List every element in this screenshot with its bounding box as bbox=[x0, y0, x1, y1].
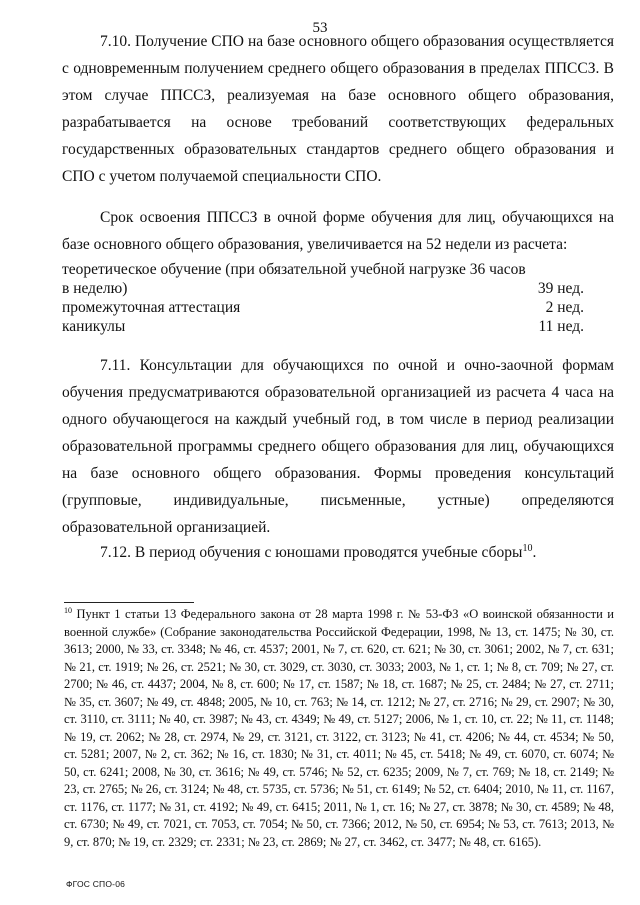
duration-row-label: каникулы bbox=[62, 318, 126, 335]
paragraph-7-10 bbox=[62, 28, 614, 190]
page-number: 53 bbox=[312, 20, 328, 36]
duration-row-label: промежуточная аттестация bbox=[62, 299, 241, 316]
duration-row-value: 39 нед. bbox=[537, 280, 584, 297]
footnote-reference[interactable]: 10 bbox=[522, 542, 533, 554]
paragraph-7-12-end: . bbox=[532, 544, 537, 561]
footnote-text: Пункт 1 статьи 13 Федерального закона от 28 марта 1998 г. № 53-ФЗ «О воинской обязанности и военной службе» (Собрание законодательства Российской Федерации, 1998, № 13, ст. 1475; № 30, ст. 3613; 2000, № 33, ст. 3348; № 46, ст. 4537; 2001, № 7, ст. 620, ст. 621; № 30, ст. 3061; 2002, № 7, ст. 631; № 21, ст. 1919; № 26, ст. 2521; № 30, ст. 3029, ст. 3030, ст. 3033; 2003, № 1, ст. 1; № 8, ст. 709; № 27, ст. 2700; № 46, ст. 4437; 2004, № 8, ст. 600; № 17, ст. 1587; № 18, ст. 1687; № 25, ст. 2484; № 27, ст. 2711; № 35, ст. 3607; № 49, ст. 4848; 2005, № 10, ст. 763; № 14, ст. 1212; № 27, ст. 2716; № 29, ст. 2907; № 30, ст. 3110, ст. 3111; № 40, ст. 3987; № 43, ст. 4349; № 49, ст. 5127; 2006, № 1, ст. 10, ст. 22; № 11, ст. 1148; № 19, ст. 2062; № 28, ст. 2974, № 29, ст. 3121, ст. 3122, ст. 3123; № 41, ст. 4206; № 44, ст. 4534; № 50, ст. 5281; 2007, № 2, ст. 362; № 16, ст. 1830; № 31, ст. 4011; № 45, ст. 5418; № 49, ст. 6070, ст. 6074; № 50, ст. 6241; 2008, № 30, ст. 3616; № 49, ст. 5746; № 52, ст. 6235; 2009, № 7, ст. 769; № 18, ст. 2149; № 23, ст. 2765; № 26, ст. 3124; № 48, ст. 5735, ст. 5736; № 51, ст. 6149; № 52, ст. 6404; 2010, № 11, ст. 1167, ст. 1176, ст. 1177; № 31, ст. 4192; № 49, ст. 6415; 2011, № 1, ст. 16; № 27, ст. 3878; № 30, ст. 4589; № 48, ст. 6730; № 49, ст. 7021, ст. 7053, ст. 7054; № 50, ст. 7366; 2012, № 50, ст. 6954; № 53, ст. 7613; 2013, № 9, ст. 870; № 19, ст. 2329; ст. 2331; № 23, ст. 2869; № 27, ст. 3462, ст. 3477; № 48, ст. 6165). bbox=[64, 607, 614, 849]
duration-row-value: 2 нед. bbox=[545, 299, 584, 316]
duration-row-value: 11 нед. bbox=[538, 318, 584, 335]
duration-paragraph-text: Срок освоения ППССЗ в очной форме обучения для лиц, обучающихся на базе основного общего образования, увеличивается на 52 недели из расчета: bbox=[62, 209, 614, 253]
duration-paragraph bbox=[62, 204, 614, 258]
paragraph-7-10-text: 7.10. Получение СПО на базе основного общего образования осуществляется с одновременным получением среднего общего образования в пределах ППССЗ. В этом случае ППССЗ, реализуемая на базе основного общего образования, разрабатывается на основе требований соответствующих федеральных государственных образовательных стандартов среднего общего образования и СПО с учетом получаемой специальности СПО. bbox=[62, 33, 614, 185]
document-code: ФГОС СПО-06 bbox=[66, 879, 126, 889]
duration-row bbox=[62, 260, 584, 298]
duration-row-label: теоретическое обучение (при обязательной учебной нагрузке 36 часов в неделю) bbox=[62, 261, 526, 297]
duration-row bbox=[62, 298, 584, 317]
footnote bbox=[64, 606, 614, 851]
duration-breakdown bbox=[62, 260, 584, 336]
footnote-separator bbox=[64, 602, 194, 603]
footnote-marker: 10 bbox=[64, 605, 72, 615]
paragraph-7-12 bbox=[62, 539, 614, 566]
paragraph-7-12-text: 7.12. В период обучения с юношами проводятся учебные сборы bbox=[100, 544, 523, 561]
paragraph-7-11-text: 7.11. Консультации для обучающихся по очной и очно-заочной формам обучения предусматриваются образовательной организацией из расчета 4 часа на одного обучающегося на каждый учебный год, в том числе в период реализации образовательной программы среднего общего образования для лиц, обучающихся на базе основного общего образования. Формы проведения консультаций (групповые, индивидуальные, письменные, устные) определяются образовательной организацией. bbox=[62, 357, 614, 536]
paragraph-7-11 bbox=[62, 352, 614, 541]
duration-row bbox=[62, 317, 584, 336]
